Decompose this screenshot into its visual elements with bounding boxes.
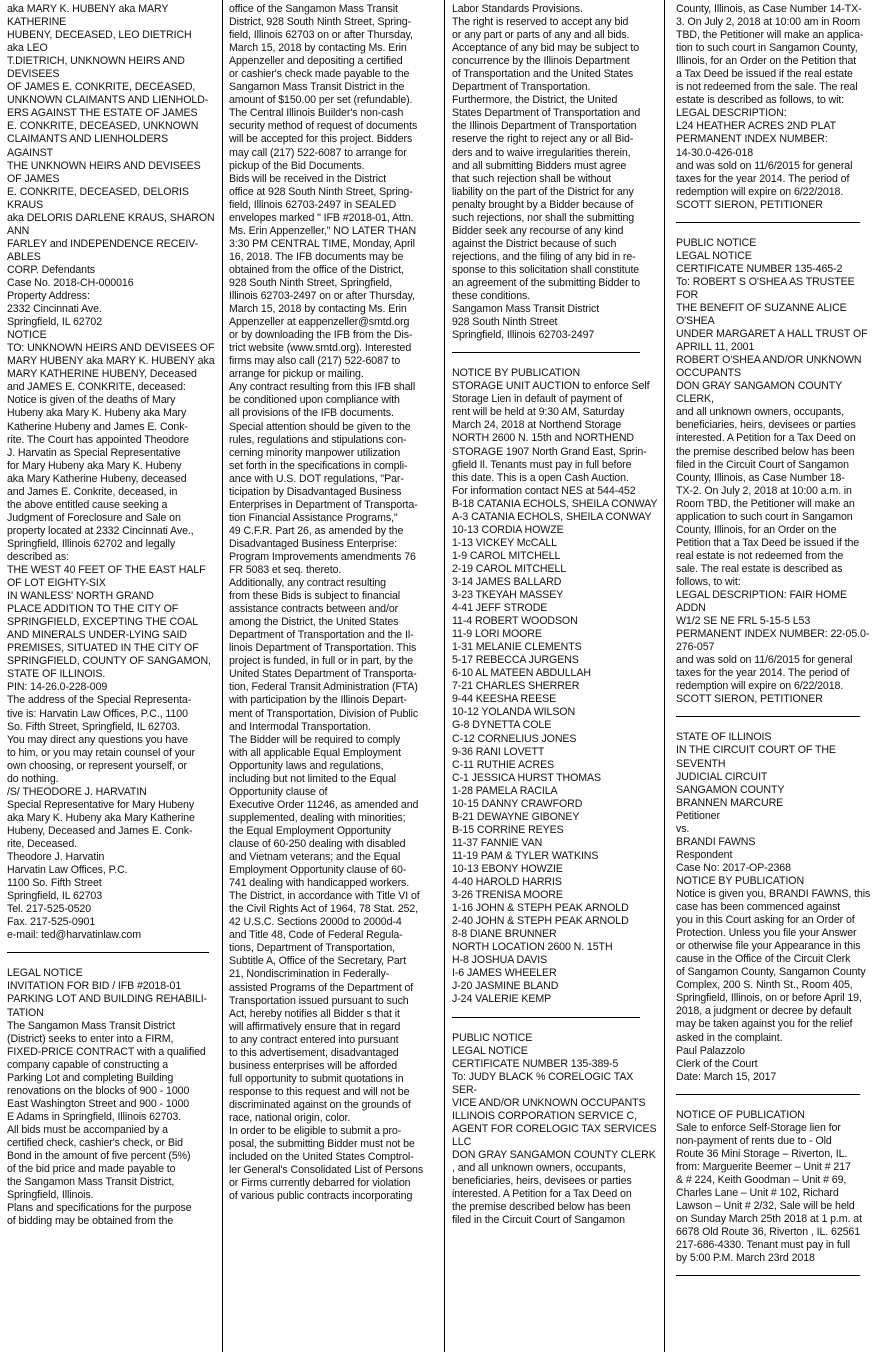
self-storage-lien-notice: NOTICE OF PUBLICATION Sale to enforce Self-Storage lien for non-payment of rents due to - Old Route 36 Mini Storage – Riverton, IL. from: Marguerite Beemer – Unit # 217 & # 224, Keith Goodman – Unit # 69, Charles Lane – Unit # 102, Richard Lawson – Unit # 2/32, Sale will be held on Sunday March 25th 2018 at 1 p.m. at 6678 Old Route 36, Riverton , IL. 62561 217-686-4330. Tenant must pay in full by 5:00 P.M. March 23rd 2018 <box>676 1108 862 1265</box>
column-4 <box>676 3 877 1290</box>
notice-separator <box>7 952 209 953</box>
notice-separator <box>676 1275 860 1276</box>
column-divider <box>222 0 223 1352</box>
column-3 <box>452 3 658 1227</box>
foreclosure-notice: aka MARY K. HUBENY aka MARY KATHERINE HUBENY, DECEASED, LEO DIETRICH aka LEO T.DIETRICH, UNKNOWN HEIRS AND DEVISEES OF JAMES E. CONKRITE, DECEASED, UNKNOWN CLAIMANTS AND LIENHOLD- ERS AGAINST THE ESTATE OF JAMES E. CONKRITE, DECEASED, UNKNOWN CLAIMANTS AND LIENHOLDERS AGAINST THE UNKNOWN HEIRS AND DEVISEES OF JAMES E. CONKRITE, DECEASED, DELORIS KRAUS aka DELORIS DARLENE KRAUS, SHARON ANN FARLEY and INDEPENDENCE RECEIV- ABLES CORP. Defendants Case No. 2018-CH-000016 Property Address: 2332 Cincinnati Ave. Springfield, IL 62702 NOTICE TO: UNKNOWN HEIRS AND DEVISEES OF MARY HUBENY aka MARY K. HUBENY aka MARY KATHERINE HUBENY, Deceased and JAMES E. CONKRITE, deceased: Notice is given of the deaths of Mary Hubeny aka Mary K. Hubeny aka Mary Katherine Hubeny and James E. Conk- rite. The Court has appointed Theodore J. Harvatin as Special Representative for Mary Hubeny aka Mary K. Hubeny aka Mary Katherine Hubeny, deceased and James E. Conkrite, deceased, in the above entitled cause seeking a Judgment of Foreclosure and Sale on property located at 2332 Cincinnati Ave., Springfield, Illinois 62702 and legally described as: THE WEST 40 FEET OF THE EAST HALF OF LOT EIGHTY-SIX IN WANLESS' NORTH GRAND PLACE ADDITION TO THE CITY OF SPRINGFIELD, EXCEPTING THE COAL AND MINERALS UNDER-LYING SAID PREMISES, SITUATED IN THE CITY OF SPRINGFIELD, COUNTY OF SANGAMON, STATE OF ILLINOIS. PIN: 14-26.0-228-009 The address of the Special Representa- tive is: Harvatin Law Offices, P.C., 1100 So. Fifth Street, Springfield, IL 62703. You may direct any questions you have to him, or you may retain counsel of your own choosing, or represent yourself, or do nothing. /S/ THEODORE J. HARVATIN Special Representative for Mary Hubeny aka Mary K. Hubeny aka Mary Katherine Hubeny, Deceased and James E. Conk- rite, Deceased. Theodore J. Harvatin Harvatin Law Offices, P.C. 1100 So. Fifth Street Springfield, IL 62703 Tel. 217-525-0520 Fax. 217-525-0901 e-mail: ted@harvatinlaw.com <box>7 3 215 942</box>
order-of-protection-notice: STATE OF ILLINOIS IN THE CIRCUIT COURT OF THE SEVENTH JUDICIAL CIRCUIT SANGAMON COUNTY BRANNEN MARCURE Petitioner vs. BRANDI FAWNS Respondent Case No: 2017-OP-2368 NOTICE BY PUBLICATION Notice is given you, BRANDI FAWNS, this case has been commenced against you in this Court asking for an Order of Protection. Unless you file your Answer or otherwise file your Appearance in this cause in the Office of the Circuit Clerk of Sangamon County, Sangamon County Complex, 200 S. Ninth St., Room 405, Springfield, Illinois, on or before April 19, 2018, a judgment or decree by default may be taken against you for the relief asked in the complaint. Paul Palazzolo Clerk of the Court Date: March 15, 2017 <box>676 731 871 1083</box>
column-1 <box>7 3 216 1228</box>
notice-separator <box>676 1094 860 1095</box>
notice-separator <box>452 352 640 353</box>
tax-deed-notice-135-389-5: PUBLIC NOTICE LEGAL NOTICE CERTIFICATE NUMBER 135-389-5 To: JUDY BLACK % CORELOGIC TAX SER- VICE AND/OR UNKNOWN OCCUPANTS ILLINOIS CORPORATION SERVICE C, AGENT FOR CORELOGIC TAX SERVICES LLC DON GRAY SANGAMON COUNTY CLERK , and all unknown owners, occupants, beneficiaries, heirs, devisees or parties interested. A Petition for a Tax Deed on the premise described below has been filed in the Circuit Court of Sangamon <box>452 1031 657 1227</box>
notice-separator <box>676 716 860 717</box>
column-2 <box>229 3 438 1203</box>
notice-separator <box>676 222 860 223</box>
invitation-for-bid-notice: LEGAL NOTICE INVITATION FOR BID / IFB #2018-01 PARKING LOT AND BUILDING REHABILI- TATION The Sangamon Mass Transit District (District) seeks to enter into a FIRM, FIXED-PRICE CONTRACT with a qualified company capable of constructing a Parking Lot and completing Building renovations on the blocks of 900 - 1000 East Washington Street and 900 - 1000 E Adams in Springfield, Illinois 62703. All bids must be accompanied by a certified check, cashier's check, or Bid Bond in the amount of five percent (5%) of the bid price and made payable to the Sangamon Mass Transit District, Springfield, Illinois. Plans and specifications for the purpose of bidding may be obtained from the <box>7 967 207 1228</box>
storage-auction-notice: NOTICE BY PUBLICATION STORAGE UNIT AUCTION to enforce Self Storage Lien in default of payment of rent will be held at 9:30 AM, Saturday March 24, 2018 at Northend Storage NORTH 2600 N. 15th and NORTHEND STORAGE 1907 North Grand East, Sprin- gfield Il. Tenants must pay in full before this date. This is a open Cash Auction. For information contact NES at 544-452 B-18 CATANIA ECHOLS, SHEILA CONWAY A-3 CATANIA ECHOLS, SHEILA CONWAY 10-13 CORDIA HOWZE 1-13 VICKEY McCALL 1-9 CAROL MITCHELL 2-19 CAROL MITCHELL 3-14 JAMES BALLARD 3-23 TKEYAH MASSEY 4-41 JEFF STRODE 11-4 ROBERT WOODSON 11-9 LORI MOORE 1-31 MELANIE CLEMENTS 5-17 REBECCA JURGENS 6-10 AL MATEEN ABDULLAH 7-21 CHARLES SHERRER 9-44 KEESHA REESE 10-12 YOLANDA WILSON G-8 DYNETTA COLE C-12 CORNELIUS JONES 9-36 RANI LOVETT C-11 RUTHIE ACRES C-1 JESSICA HURST THOMAS 1-28 PAMELA RACILA 10-15 DANNY CRAWFORD B-21 DEWAYNE GIBONEY B-15 CORRINE REYES 11-37 FANNIE VAN 11-19 PAM & TYLER WATKINS 10-13 EBONY HOWZIE 4-40 HAROLD HARRIS 3-26 TRENISA MOORE 1-16 JOHN & STEPH PEAK ARNOLD 2-40 JOHN & STEPH PEAK ARNOLD 8-8 DIANE BRUNNER NORTH LOCATION 2600 N. 15TH H-8 JOSHUA DAVIS I-6 JAMES WHEELER J-20 JASMINE BLAND J-24 VALERIE KEMP <box>452 367 658 1006</box>
invitation-for-bid-conclusion: Labor Standards Provisions. The right is reserved to accept any bid or any part or parts of any and all bids. Acceptance of any bid may be subject to concurrence by the Illinois Department of Transportation and the United States Department of Transportation. Furthermore, the District, the United States Department of Transportation and the Illinois Department of Transportation reserve the right to reject any or all Bid- ders and to waive irregularities therein, and all submitting Bidders must agree that such rejection shall be without liability on the part of the District for any penalty brought by a Bidder because of such rejections, nor shall the submitting Bidder seek any recourse of any kind against the District because of such rejections, and the filing of any bid in re- sponse to this solicitation shall constitute an agreement of the submitting Bidder to these conditions. Sangamon Mass Transit District 928 South Ninth Street Springfield, Illinois 62703-2497 <box>452 3 641 342</box>
column-divider <box>664 0 665 1352</box>
tax-deed-notice-135-465-2: PUBLIC NOTICE LEGAL NOTICE CERTIFICATE NUMBER 135-465-2 To: ROBERT S O'SHEA AS TRUSTEE FOR THE BENEFIT OF SUZANNE ALICE O'SHEA UNDER MARGARET A HALL TRUST OF APRILL 11, 2001 ROBERT O'SHEA AND/OR UNKNOWN OCCUPANTS DON GRAY SANGAMON COUNTY CLERK, and all unknown owners, occupants, beneficiaries, heirs, devisees or parties interested. A Petition for a Tax Deed on the premise described below has been filed in the Circuit Court of Sangamon County, Illinois, as Case Number 18- TX-2. On July 2, 2018 at 10:00 a.m. in Room TBD, the Petitioner will make an application to such court in Sangamon County, Illinois, for an Order on the Petition that a Tax Deed be issued if the real estate is not redeemed from the sale. The real estate is described as follows, to wit: LEGAL DESCRIPTION: FAIR HOME ADDN W1/2 SE NE FRL 5-15-5 L53 PERMANENT INDEX NUMBER: 22-05.0- 276-057 and was sold on 11/6/2015 for general taxes for the year 2014. The period of redemption will expire on 6/22/2018. SCOTT SIERON, PETITIONER <box>676 236 870 706</box>
notice-separator <box>452 1017 640 1018</box>
invitation-for-bid-continued: office of the Sangamon Mass Transit District, 928 South Ninth Street, Spring- field, Illinois 62703 on or after Thursday, March 15, 2018 by contacting Ms. Erin Appenzeller and depositing a certified or cashier's check made payable to the Sangamon Mass Transit District in the amount of $150.00 per set (refundable). The Central Illinois Builder's non-cash security method of request of documents will be accepted for this project. Bidders may call (217) 522-6087 to arrange for pickup of the Bid Documents. Bids will be received in the District office at 928 South Ninth Street, Spring- field, Illinois 62703-2497 in SEALED envelopes marked " IFB #2018-01, Attn. Ms. Erin Appenzeller," NO LATER THAN 3:30 PM CENTRAL TIME, Monday, April 16, 2018. The IFB documents may be obtained from the office of the District, 928 South Ninth Street, Springfield, Illinois 62703-2497 on or after Thursday, March 15, 2018 by contacting Ms. Erin Appenzeller at eappenzeller@smtd.org or by downloading the IFB from the Dis- trict website (www.smtd.org). Interested firms may also call (217) 522-6087 to arrange for pickup or mailing. Any contract resulting from this IFB shall be conditioned upon compliance with all provisions of the IFB documents. Special attention should be given to the rules, regulations and stipulations con- cerning minority manpower utilization set forth in the specifications in compli- ance with U.S. DOT regulations, "Par- ticipation by Disadvantaged Business Enterprises in Department of Transporta- tion Financial Assistance Programs," 49 C.F.R. Part 26, as amended by the Disadvantaged Business Enterprise: Program Improvements amendments 76 FR 5083 et seq. thereto. Additionally, any contract resulting from these Bids is subject to financial assistance contracts between and/or among the District, the United States Department of Transportation and the Il- linois Department of Transportation. This project is funded, in full or in part, by the United States Department of Transporta- tion, Federal Transit Administration (FTA) with participation by the Illinois Depart- ment of Transportation, Division of Public and Intermodal Transportation. The Bidder will be required to comply with all applicable Equal Employment Opportunity laws and regulations, including but not limited to the Equal Opportunity clause of Executive Order 11246, as amended and supplemented, dealing with minorities; the Equal Employment Opportunity clause of 60-250 dealing with disabled and Vietnam veterans; and the Equal Employment Opportunity clause of 60- 741 dealing with handicapped workers. The District, in accordance with Title VI of the Civil Rights Act of 1964, 78 Stat. 252, 42 U.S.C. Sections 2000d to 2000d-4 and Title 48, Code of Federal Regula- tions, Department of Transportation, Subtitle A, Office of the Secretary, Part 21, Nondiscrimination in Federally- assisted Programs of the Department of Transportation issued pursuant to such Act, hereby notifies all Bidder s that it will affirmatively ensure that in regard to any contract entered into pursuant to this advertisement, disadvantaged business enterprises will be afforded full opportunity to submit quotations in response to this request and will not be discriminated against on the grounds of race, national origin, color. In order to be eligible to submit a pro- posal, the submitting Bidder must not be included on the United States Comptrol- ler General's Consolidated List of Persons or Firms currently debarred for violation of various public contracts incorporating <box>229 3 424 1203</box>
column-divider <box>444 0 445 1352</box>
tax-deed-notice-135-389-5-continued: County, Illinois, as Case Number 14-TX- 3. On July 2, 2018 at 10:00 am in Room TBD, the Petitioner will make an applica- tion to such court in Sangamon County, Illinois, for an Order on the Petition that a Tax Deed be issued if the real estate is not redeemed from the sale. The real estate is described as follows, to wit: LEGAL DESCRIPTION: L24 HEATHER ACRES 2ND PLAT PERMANENT INDEX NUMBER: 14-30.0-426-018 and was sold on 11/6/2015 for general taxes for the year 2014. The period of redemption will expire on 6/22/2018. SCOTT SIERON, PETITIONER <box>676 3 864 211</box>
